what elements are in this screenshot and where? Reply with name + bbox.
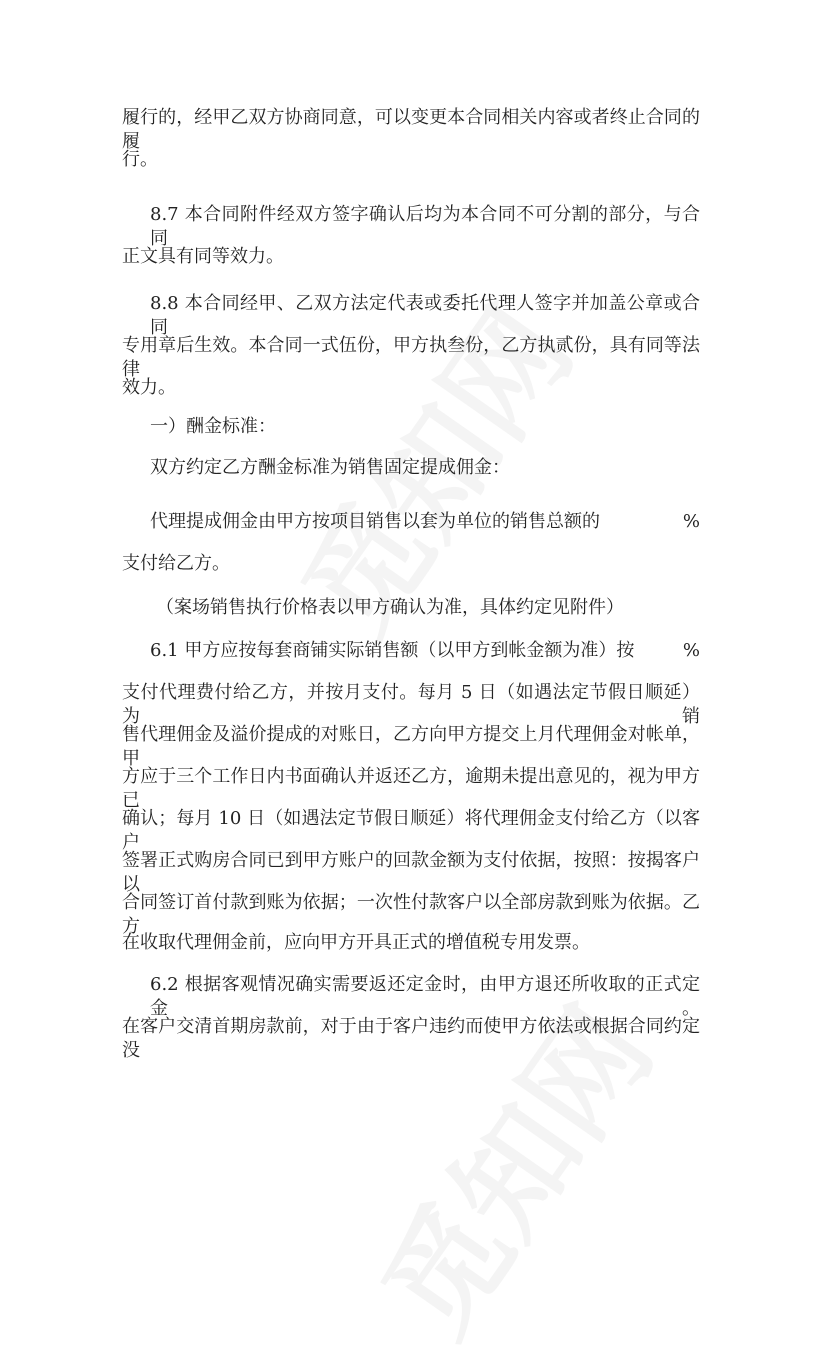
- text-line: 支付给乙方。: [122, 553, 230, 574]
- percent-blank: %: [682, 640, 700, 661]
- text-line: 效力。: [122, 377, 176, 398]
- clause-6-1: [150, 639, 700, 663]
- text-line: 在收取代理佣金前，应向甲方开具正式的增值税专用发票。: [122, 932, 590, 953]
- text-line: 正文具有同等效力。: [122, 246, 284, 267]
- note-line: （案场销售执行价格表以甲方确认为准，具体约定见附件）: [156, 597, 624, 618]
- text-line: 方应于三个工作日内书面确认并返还乙方，逾期未提出意见的，视为甲方已: [122, 766, 700, 811]
- text-line: [150, 510, 700, 534]
- text-line: 在客户交清首期房款前，对于由于客户违约而使甲方依法或根据合同约定没: [122, 1016, 700, 1061]
- text-line: 履行的，经甲乙双方协商同意，可以变更本合同相关内容或者终止合同的履: [122, 107, 700, 152]
- clause-8-8: 8.8 本合同经甲、乙双方法定代表或委托代理人签字并加盖公章或合同: [150, 293, 700, 338]
- text-line: 签署正式购房合同已到甲方账户的回款金额为支付依据，按照：按揭客户以: [122, 850, 700, 895]
- text-line: 支付代理费付给乙方，并按月支付。每月 5 日（如遇法定节假日顺延）为销: [122, 682, 700, 727]
- section-heading: 一）酬金标准：: [150, 416, 276, 437]
- text-span: 6.1 甲方应按每套商铺实际销售额（以甲方到帐金额为准）按: [150, 640, 635, 661]
- percent-blank: %: [682, 511, 700, 532]
- text-line: 双方约定乙方酬金标准为销售固定提成佣金：: [150, 457, 510, 478]
- text-line: 行。: [122, 149, 158, 170]
- text-span: 代理提成佣金由甲方按项目销售以套为单位的销售总额的: [150, 511, 600, 532]
- text-line: 合同签订首付款到账为依据；一次性付款客户以全部房款到账为依据。乙方: [122, 892, 700, 937]
- text-line: 专用章后生效。本合同一式伍份，甲方执叁份，乙方执贰份，具有同等法律: [122, 335, 700, 380]
- text-line: 售代理佣金及溢价提成的对账日，乙方向甲方提交上月代理佣金对帐单，甲: [122, 724, 700, 769]
- text-line: 确认；每月 10 日（如遇法定节假日顺延）将代理佣金支付给乙方（以客户: [122, 808, 700, 853]
- clause-8-7: 8.7 本合同附件经双方签字确认后均为本合同不可分割的部分，与合同: [150, 204, 700, 249]
- clause-6-2: 6.2 根据客观情况确实需要返还定金时，由甲方退还所收取的正式定金。: [150, 974, 700, 1019]
